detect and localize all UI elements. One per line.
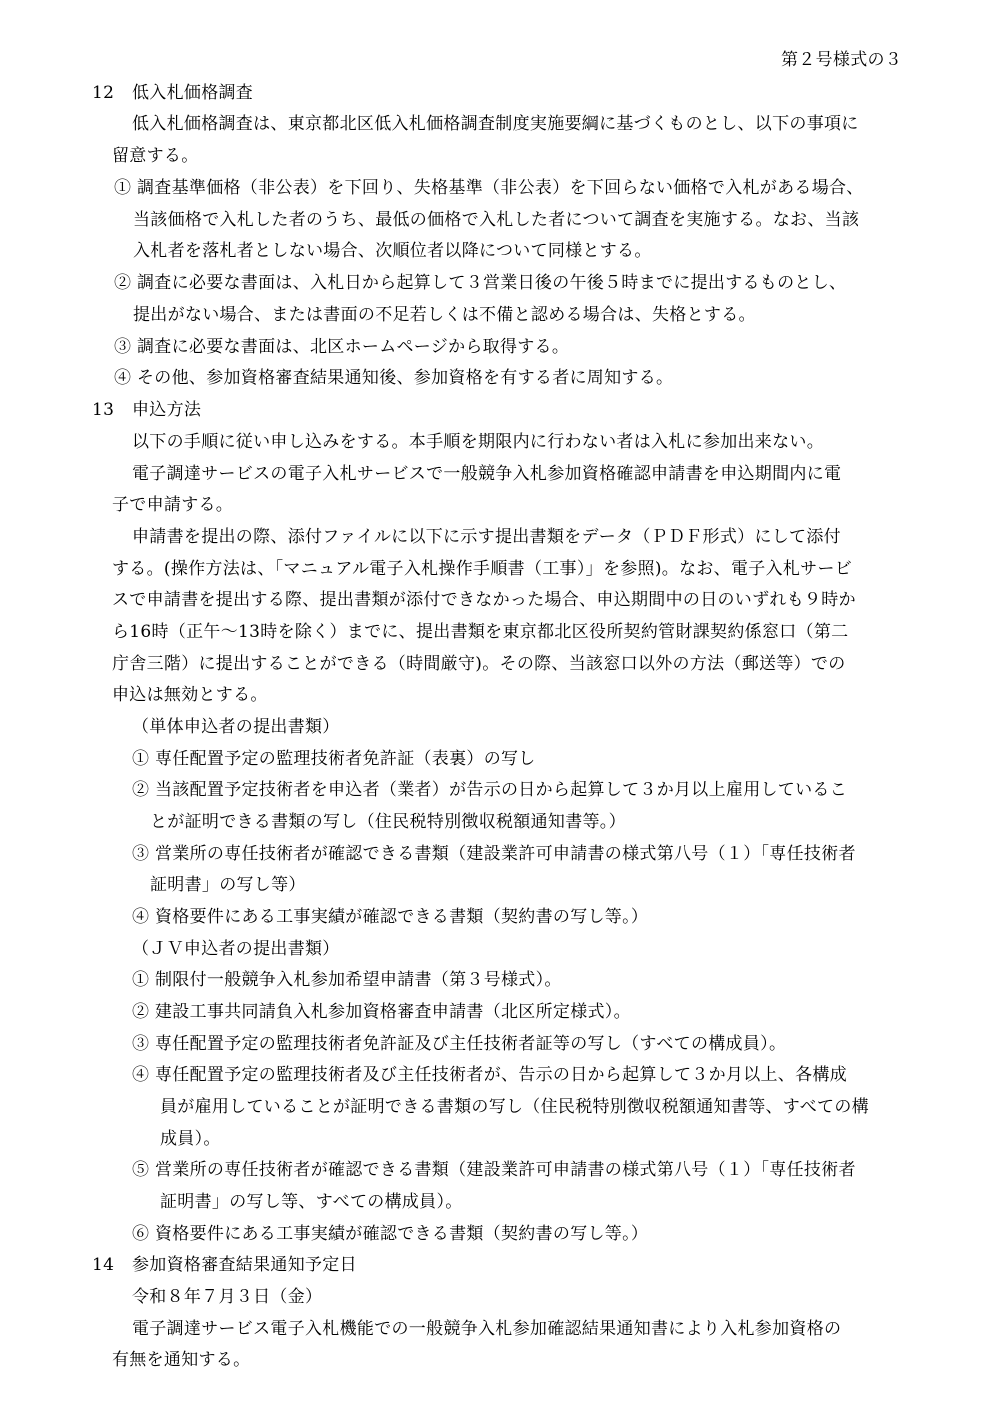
paragraph-line: 電子調達サービスの電子入札サービスで一般競争入札参加資格確認申請書を申込期間内に電 — [132, 464, 842, 484]
list-item-line: ⑤ 営業所の専任技術者が確認できる書類（建設業許可申請書の様式第八号（１）「専任技術者 — [132, 1160, 856, 1180]
list-item-line: 当該価格で入札した者のうち、最低の価格で入札した者について調査を実施する。なお、当該 — [133, 210, 860, 230]
paragraph-line: ら16時（正午～13時を除く）までに、提出書類を東京都北区役所契約管財課契約係窓口（第二 — [112, 622, 849, 642]
list-item-line: ③ 営業所の専任技術者が確認できる書類（建設業許可申請書の様式第八号（１）「専任技術者 — [132, 844, 856, 864]
section-13-heading — [92, 399, 201, 421]
list-item-line: ① 専任配置予定の監理技術者免許証（表裏）の写し — [132, 749, 536, 769]
list-item-line: ④ 資格要件にある工事実績が確認できる書類（契約書の写し等。） — [132, 907, 649, 927]
list-item-line: ④ その他、参加資格審査結果通知後、参加資格を有する者に周知する。 — [114, 368, 674, 388]
paragraph-line: 子で申請する。 — [112, 495, 234, 515]
section-title: 低入札価格調査 — [132, 83, 254, 103]
list-item-line: ① 調査基準価格（非公表）を下回り、失格基準（非公表）を下回らない価格で入札がある場合、 — [114, 178, 864, 198]
list-item-line: 員が雇用していることが証明できる書類の写し（住民税特別徴収税額通知書等、すべての構 — [160, 1097, 869, 1117]
list-item-line: 提出がない場合、または書面の不足若しくは不備と認める場合は、失格とする。 — [133, 305, 756, 325]
section-14-heading — [92, 1254, 357, 1276]
paragraph-line: 低入札価格調査は、東京都北区低入札価格調査制度実施要綱に基づくものとし、以下の事項に — [132, 114, 859, 134]
form-number: 第２号様式の３ — [781, 50, 903, 70]
paragraph-line: 庁舎三階）に提出することができる（時間厳守)。その際、当該窓口以外の方法（郵送等）での — [112, 654, 846, 674]
single-applicant-heading: （単体申込者の提出書類） — [132, 717, 340, 737]
section-number: 12 — [92, 83, 115, 103]
list-item-line: ① 制限付一般競争入札参加希望申請書（第３号様式）。 — [132, 970, 562, 990]
section-number: 14 — [92, 1255, 115, 1275]
list-item-line: ② 当該配置予定技術者を申込者（業者）が告示の日から起算して３か月以上雇用しているこ — [132, 780, 848, 800]
paragraph-line: 有無を通知する。 — [112, 1350, 251, 1370]
paragraph-line: 申込は無効とする。 — [112, 685, 268, 705]
list-item-line: ② 建設工事共同請負入札参加資格審査申請書（北区所定様式）。 — [132, 1002, 631, 1022]
paragraph-line: 申請書を提出の際、添付ファイルに以下に示す提出書類をデータ（ＰＤＦ形式）にして添付 — [132, 527, 841, 547]
list-item-line: ② 調査に必要な書面は、入札日から起算して３営業日後の午後５時までに提出するものとし、 — [114, 273, 847, 293]
list-item-line: ③ 専任配置予定の監理技術者免許証及び主任技術者証等の写し（すべての構成員）。 — [132, 1034, 787, 1054]
list-item-line: ④ 専任配置予定の監理技術者及び主任技術者が、告示の日から起算して３か月以上、各構成 — [132, 1065, 848, 1085]
section-title: 申込方法 — [132, 400, 202, 420]
list-item-line: ③ 調査に必要な書面は、北区ホームページから取得する。 — [114, 337, 570, 357]
paragraph-line: スで申請書を提出する際、提出書類が添付できなかった場合、申込期間中の日のいずれも９時か — [112, 590, 856, 610]
list-item-line: 入札者を落札者としない場合、次順位者以降について同様とする。 — [133, 241, 652, 261]
section-12-heading — [92, 82, 253, 104]
list-item-line: 証明書」の写し等） — [150, 875, 306, 895]
paragraph-line: する。(操作方法は、「マニュアル電子入札操作手順書（工事）」を参照)。なお、電子入札サービ — [112, 559, 853, 579]
jv-applicant-heading: （ＪＶ申込者の提出書類） — [132, 939, 340, 959]
list-item-line: 証明書」の写し等、すべての構成員）。 — [160, 1192, 463, 1212]
notice-date: 令和８年７月３日（金） — [132, 1287, 323, 1307]
paragraph-line: 以下の手順に従い申し込みをする。本手順を期限内に行わない者は入札に参加出来ない。 — [132, 432, 824, 452]
list-item-line: 成員）。 — [160, 1129, 221, 1149]
list-item-line: とが証明できる書類の写し（住民税特別徴収税額通知書等。） — [150, 812, 626, 832]
paragraph-line: 留意する。 — [112, 146, 199, 166]
section-number: 13 — [92, 400, 115, 420]
section-title: 参加資格審査結果通知予定日 — [132, 1255, 357, 1275]
list-item-line: ⑥ 資格要件にある工事実績が確認できる書類（契約書の写し等。） — [132, 1224, 649, 1244]
paragraph-line: 電子調達サービス電子入札機能での一般競争入札参加確認結果通知書により入札参加資格の — [132, 1319, 842, 1339]
